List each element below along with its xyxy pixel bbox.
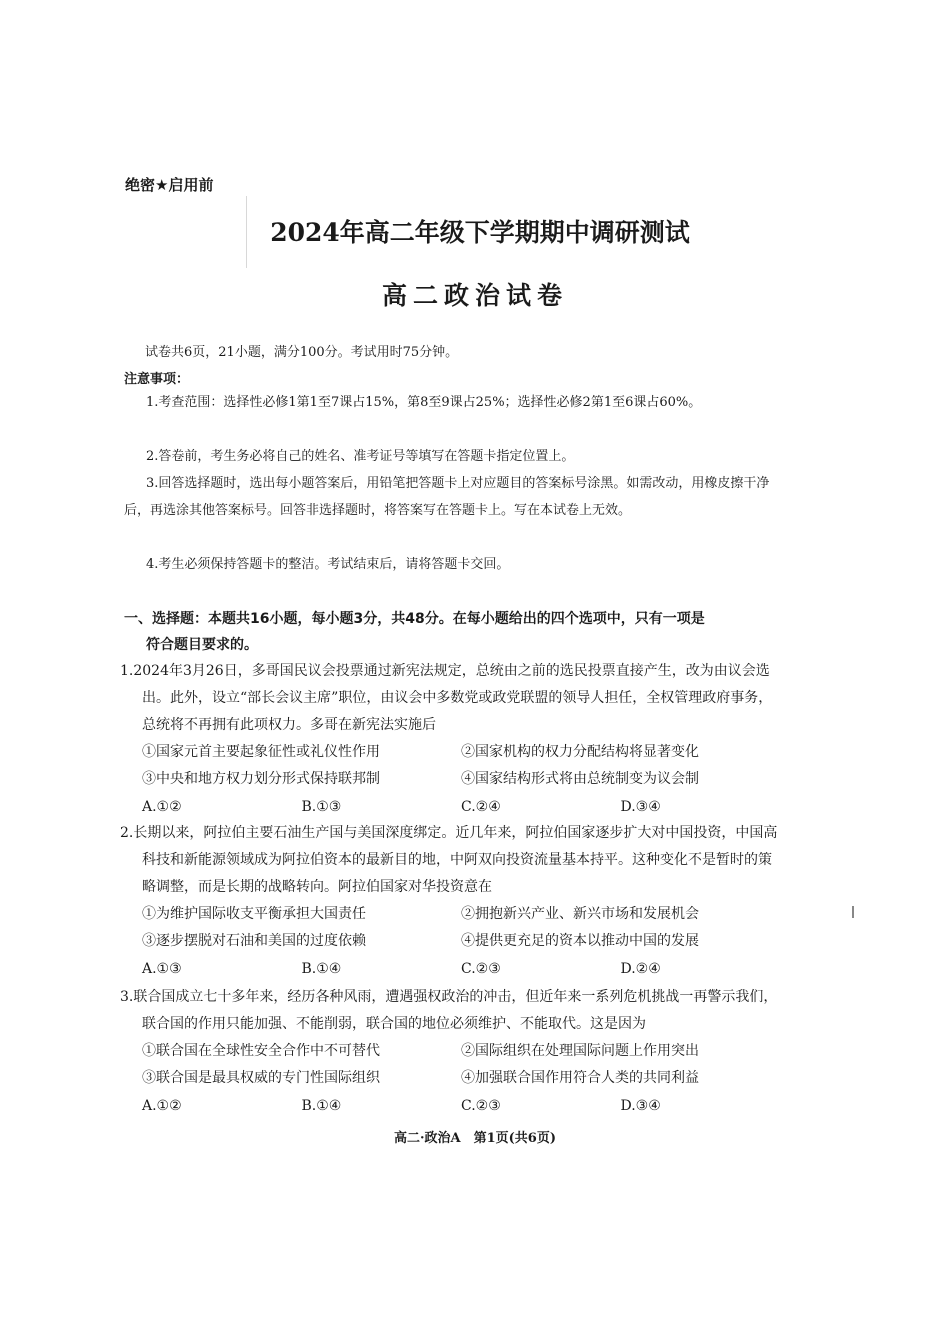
option-statement: ③联合国是最具权威的专门性国际组织 bbox=[142, 1070, 380, 1086]
answer-choice: C.②③ bbox=[461, 1098, 501, 1114]
answer-choices bbox=[120, 1092, 780, 1120]
note-item: 4.考生必须保持答题卡的整洁。考试结束后，请将答题卡交回。 bbox=[146, 557, 510, 572]
question-stem: 2.长期以来，阿拉伯主要石油生产国与美国深度绑定。近几年来，阿拉伯国家逐步扩大对中国投资，中国高科技和新能源领域成为阿拉伯资本的最新目的地，中阿双向投资流量基本持平。这种变化不是暂时的策略调整，而是长期的战略转向。阿拉伯国家对华投资意在 bbox=[120, 825, 778, 895]
section-heading-line1: 一、选择题：本题共16小题，每小题3分，共48分。在每小题给出的四个选项中，只有一项是 bbox=[124, 611, 705, 627]
option-statement: ④国家结构形式将由总统制变为议会制 bbox=[461, 771, 699, 787]
question-stem: 1.2024年3月26日，多哥国民议会投票通过新宪法规定，总统由之前的选民投票直接产生，改为由议会选出。此外，设立“部长会议主席”职位，由议会中多数党或政党联盟的领导人担任，全权管理政府事务，总统将不再拥有此项权力。多哥在新宪法实施后 bbox=[120, 663, 773, 733]
options-row bbox=[120, 739, 780, 766]
option-statement: ④加强联合国作用符合人类的共同利益 bbox=[461, 1070, 699, 1086]
answer-choice: A.①② bbox=[142, 799, 182, 815]
note-item: 1.考查范围：选择性必修1第1至7课占15%，第8至9课占25%；选择性必修2第1至6课占60%。 bbox=[146, 395, 702, 410]
notes-heading: 注意事项： bbox=[124, 372, 190, 387]
option-statement: ①为维护国际收支平衡承担大国责任 bbox=[142, 906, 366, 922]
answer-choice: B.①④ bbox=[301, 1098, 342, 1114]
answer-choice: A.①② bbox=[142, 1098, 182, 1114]
option-statement: ③中央和地方权力划分形式保持联邦制 bbox=[142, 771, 380, 787]
page-footer: 高二·政治A 第1页(共6页) bbox=[393, 1131, 556, 1146]
section-heading-line2: 符合题目要求的。 bbox=[146, 637, 258, 653]
options-row bbox=[120, 1038, 780, 1065]
section-heading bbox=[124, 606, 780, 658]
scan-speck bbox=[852, 906, 854, 918]
answer-choice: D.②④ bbox=[620, 961, 661, 977]
options-row bbox=[120, 1065, 780, 1092]
option-statement: ④提供更充足的资本以推动中国的发展 bbox=[461, 933, 699, 949]
exam-intro: 试卷共6页，21小题，满分100分。考试用时75分钟。 bbox=[145, 345, 459, 360]
option-statement: ②国际组织在处理国际问题上作用突出 bbox=[461, 1043, 699, 1059]
answer-choice: C.②④ bbox=[461, 799, 501, 815]
answer-choices bbox=[120, 793, 780, 821]
option-statement: ②拥抱新兴产业、新兴市场和发展机会 bbox=[461, 906, 699, 922]
answer-choice: B.①④ bbox=[301, 961, 342, 977]
answer-choice: C.②③ bbox=[461, 961, 501, 977]
exam-title: 2024年高二年级下学期期中调研测试 bbox=[270, 218, 690, 247]
question-stem: 3.联合国成立七十多年来，经历各种风雨，遭遇强权政治的冲击，但近年来一系列危机挑战一再警示我们，联合国的作用只能加强、不能削弱，联合国的地位必须维护、不能取代。这是因为 bbox=[120, 989, 778, 1032]
question-1 bbox=[120, 658, 780, 821]
option-statement: ①国家元首主要起象征性或礼仪性作用 bbox=[142, 744, 380, 760]
answer-choice: D.③④ bbox=[620, 799, 661, 815]
answer-choice: A.①③ bbox=[142, 961, 182, 977]
question-2 bbox=[120, 820, 780, 983]
options-row bbox=[120, 766, 780, 793]
option-statement: ①联合国在全球性安全合作中不可替代 bbox=[142, 1043, 380, 1059]
note-item: 2.答卷前，考生务必将自己的姓名、准考证号等填写在答题卡指定位置上。 bbox=[146, 449, 575, 464]
note-item: 3.回答选择题时，选出每小题答案后，用铅笔把答题卡上对应题目的答案标号涂黑。如需改动，用橡皮擦干净后，再选涂其他答案标号。回答非选择题时，将答案写在答题卡上。写在本试卷上无效。 bbox=[124, 476, 770, 518]
options-row bbox=[120, 928, 780, 955]
confidential-label: 绝密★启用前 bbox=[125, 176, 214, 194]
option-statement: ②国家机构的权力分配结构将显著变化 bbox=[461, 744, 699, 760]
options-row bbox=[120, 901, 780, 928]
option-statement: ③逐步摆脱对石油和美国的过度依赖 bbox=[142, 933, 366, 949]
question-3 bbox=[120, 984, 780, 1120]
answer-choices bbox=[120, 955, 780, 983]
answer-choice: D.③④ bbox=[620, 1098, 661, 1114]
answer-choice: B.①③ bbox=[301, 799, 342, 815]
exam-subtitle: 高二政治试卷 bbox=[381, 281, 568, 310]
